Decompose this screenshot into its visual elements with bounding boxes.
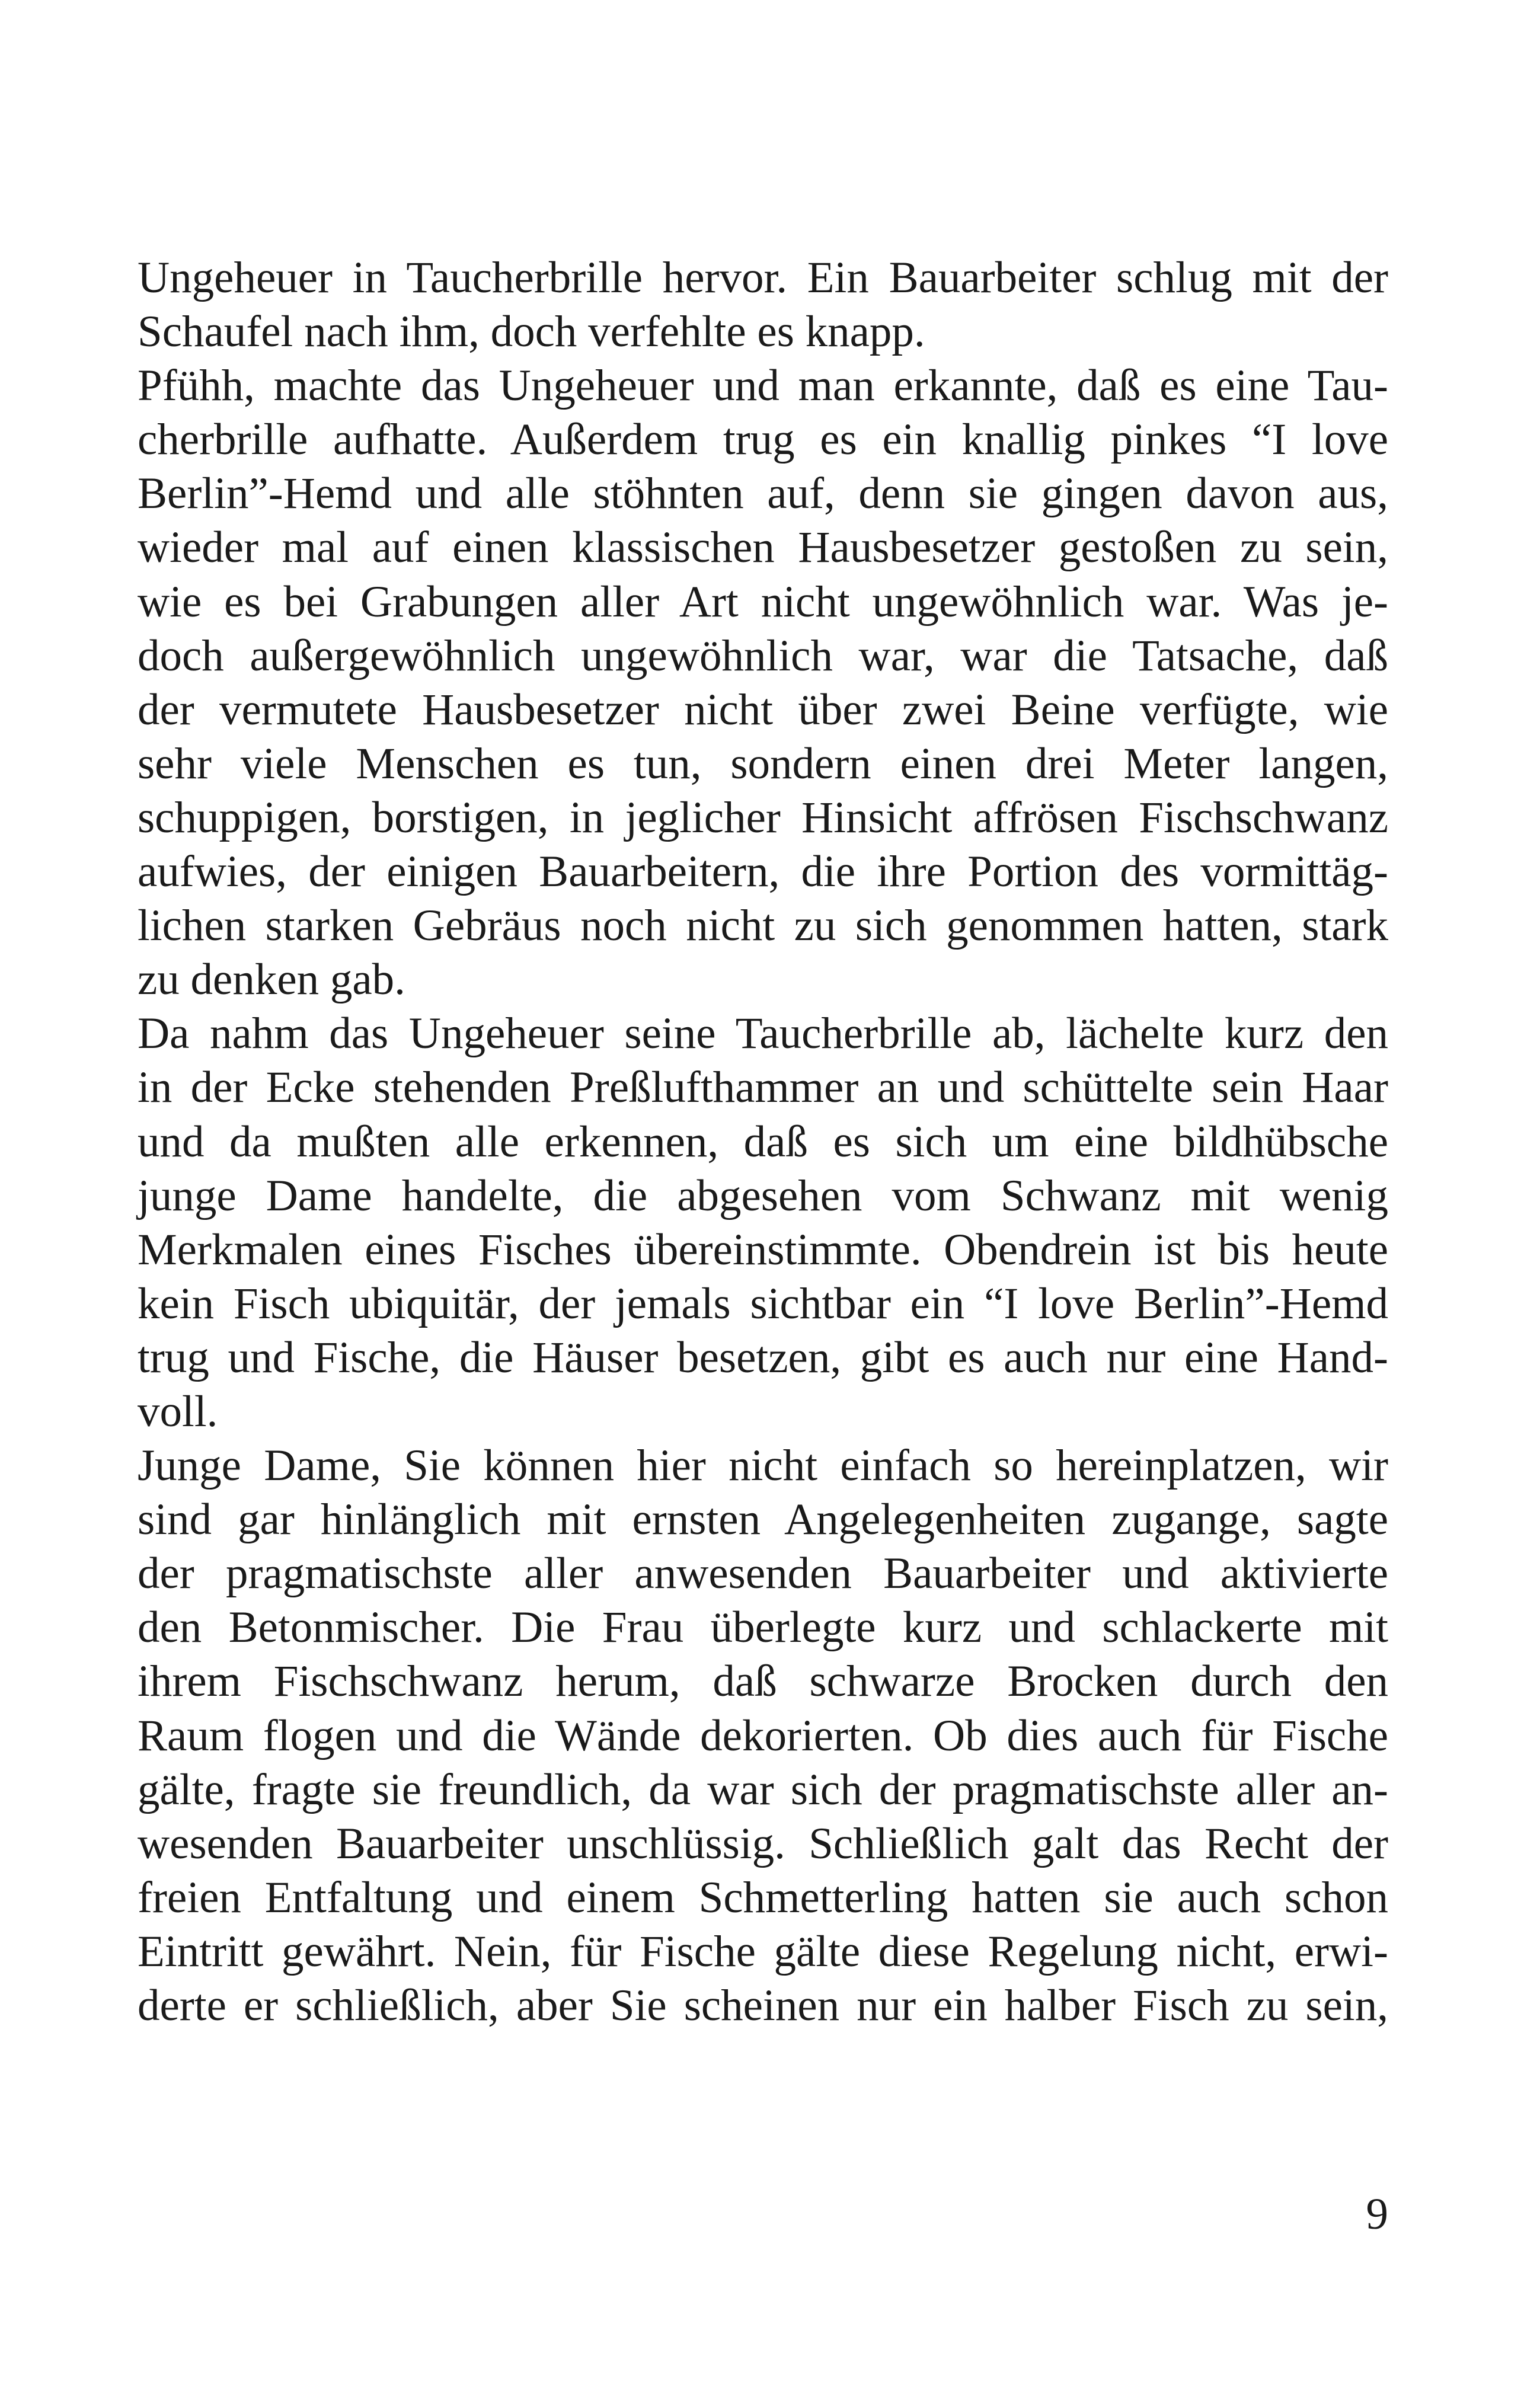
text-line: schuppigen, borstigen, in jeglicher Hinsicht affrösen Fischschwanz — [138, 792, 1388, 842]
text-line: doch außergewöhnlich ungewöhnlich war, war die Tatsache, daß — [138, 631, 1388, 680]
text-line: wie es bei Grabungen aller Art nicht ungewöhnlich war. Was je- — [138, 577, 1388, 627]
text-line: Raum flogen und die Wände dekorierten. Ob dies auch für Fische — [138, 1711, 1388, 1760]
text-line: Da nahm das Ungeheuer seine Taucherbrille ab, lächelte kurz den — [138, 1009, 1388, 1059]
text-line: Merkmalen eines Fisches übereinstimmte. Obendrein ist bis heute — [138, 1225, 1388, 1274]
text-line: voll. — [138, 1386, 218, 1436]
text-line: Pfühh, machte das Ungeheuer und man erkannte, daß es eine Tau- — [138, 361, 1388, 411]
text-line: sind gar hinlänglich mit ernsten Angelegenheiten zugange, sagte — [138, 1495, 1388, 1545]
text-line: Ungeheuer in Taucherbrille hervor. Ein Bauarbeiter schlug mit der — [138, 253, 1388, 302]
text-line: zu denken gab. — [138, 955, 405, 1005]
text-line: und da mußten alle erkennen, daß es sich um eine bildhübsche — [138, 1117, 1388, 1166]
text-line: cherbrille aufhatte. Außerdem trug es ein knallig pinkes “I love — [138, 415, 1388, 465]
text-line: der pragmatischste aller anwesenden Bauarbeiter und aktivierte — [138, 1549, 1388, 1599]
text-line: wieder mal auf einen klassischen Hausbesetzer gestoßen zu sein, — [138, 523, 1388, 573]
text-line: in der Ecke stehenden Preßlufthammer an und schüttelte sein Haar — [138, 1063, 1388, 1113]
text-line: trug und Fische, die Häuser besetzen, gibt es auch nur eine Hand- — [138, 1332, 1388, 1382]
text-line: ihrem Fischschwanz herum, daß schwarze Brocken durch den — [138, 1657, 1388, 1706]
text-line: freien Entfaltung und einem Schmetterling hatten sie auch schon — [138, 1872, 1388, 1922]
text-line: Berlin”-Hemd und alle stöhnten auf, denn sie gingen davon aus, — [138, 469, 1388, 519]
text-line: lichen starken Gebräus noch nicht zu sich genommen hatten, stark — [138, 901, 1388, 951]
text-line: sehr viele Menschen es tun, sondern einen drei Meter langen, — [138, 739, 1388, 788]
text-line: kein Fisch ubiquitär, der jemals sichtbar ein “I love Berlin”-Hemd — [138, 1279, 1388, 1328]
text-line: den Betonmischer. Die Frau überlegte kurz und schlackerte mit — [138, 1603, 1388, 1653]
text-line: junge Dame handelte, die abgesehen vom Schwanz mit wenig — [138, 1171, 1388, 1220]
text-line: Eintritt gewährt. Nein, für Fische gälte diese Regelung nicht, erwi- — [138, 1926, 1388, 1976]
text-line: Schaufel nach ihm, doch verfehlte es knapp. — [138, 307, 925, 357]
text-line: aufwies, der einigen Bauarbeitern, die ihre Portion des vormittäg- — [138, 847, 1388, 897]
text-line: Junge Dame, Sie können hier nicht einfach so hereinplatzen, wir — [138, 1441, 1388, 1491]
text-line: derte er schließlich, aber Sie scheinen nur ein halber Fisch zu sein, — [138, 1981, 1388, 2030]
body-text — [138, 251, 1388, 2032]
page-number: 9 — [1366, 2190, 1388, 2239]
text-line: wesenden Bauarbeiter unschlüssig. Schließlich galt das Recht der — [138, 1818, 1388, 1868]
text-line: der vermutete Hausbesetzer nicht über zwei Beine verfügte, wie — [138, 685, 1388, 734]
text-line: gälte, fragte sie freundlich, da war sich der pragmatischste aller an- — [138, 1765, 1388, 1814]
